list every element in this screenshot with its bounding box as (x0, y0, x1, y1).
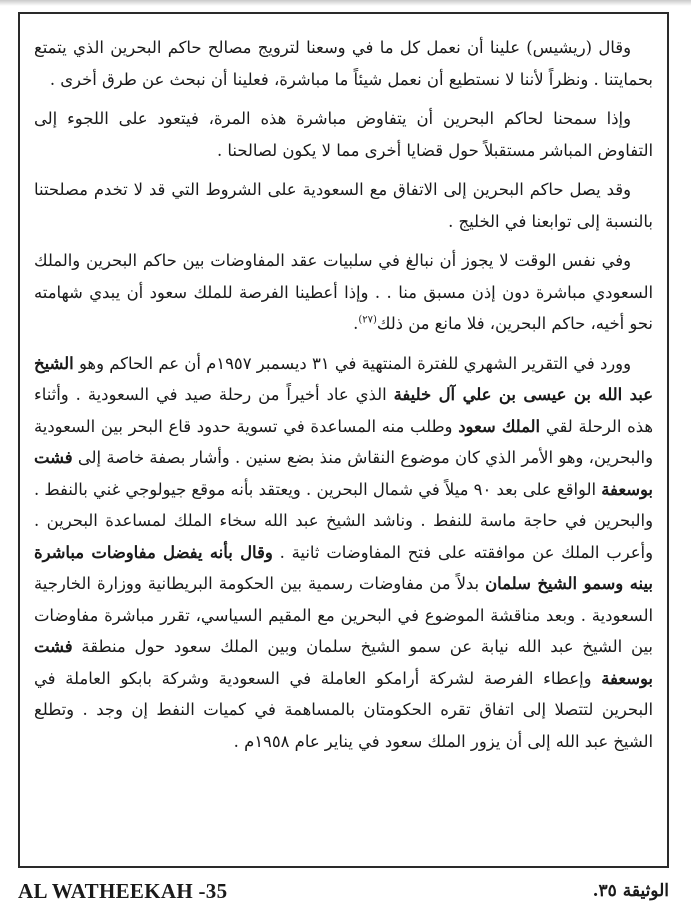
paragraph-5 (34, 348, 653, 758)
bold-phrase: فشت بوسعفة (34, 448, 653, 499)
text-run: وإذا سمحنا لحاكم البحرين أن يتفاوض مباشرة هذه المرة، فيتعود على اللجوء إلى التفاوض المباشر مستقبلاً حول قضايا أخرى مما لا يكون لصالحنا . (34, 109, 653, 160)
text-run: الواقع على بعد ٩٠ ميلاً في شمال البحرين . ويعتقد بأنه موقع جيولوجي غني بالنفط . والبحرين في حاجة ماسة للنفط . وناشد الشيخ عبد الله سخاء الملك لمساعدة البحرين . وأعرب الملك عن موافقته على فتح المفاوضات ثانية . (34, 479, 653, 562)
text-run: وورد في التقرير الشهري للفترة المنتهية في ٣١ ديسمبر ١٩٥٧م أن عم الحاكم وهو (73, 353, 631, 373)
text-run: وقال (ريشيس) علينا أن نعمل كل ما في وسعنا لترويج مصالح حاكم البحرين الذي يتمتع بحمايتنا . ونظراً لأننا لا نستطيع أن نعمل شيئاً ما مباشرة، فعلينا أن نبحث عن طرق أخرى . (34, 38, 653, 89)
text-run: وإعطاء الفرصة لشركة أرامكو العاملة في السعودية وشركة بابكو العاملة في البحرين لتتصلا إلى اتفاق تقره الحكومتان بالمساهمة في كميات النفط إن وجد . وتطلع الشيخ عبد الله إلى أن يزور الملك سعود في يناير عام ١٩٥٨م . (34, 668, 653, 751)
page-footer (18, 876, 669, 906)
text-run: . (353, 314, 359, 333)
bold-phrase: وقال بأنه يفضل مفاوضات مباشرة بينه وسمو الشيخ سلمان (34, 542, 653, 593)
paragraph-1 (34, 32, 653, 95)
footnote-ref: (٢٧) (358, 314, 377, 326)
paragraph-4 (34, 245, 653, 340)
text-run: الذي عاد أخيراً من رحلة صيد في السعودية . وأثناء هذه الرحلة لقي (34, 385, 653, 436)
text-run: بدلاً من مفاوضات رسمية بين الحكومة البريطانية ووزارة الخارجية السعودية . وبعد مناقشة الموضوع في البحرين مع المقيم السياسي، تقرر مباشرة مفاوضات بين الشيخ عبد الله نيابة عن سمو الشيخ سلمان وبين الملك سعود حول منطقة (34, 574, 653, 656)
scan-top-edge (0, 0, 691, 6)
paragraph-3 (34, 174, 653, 237)
footer-publication-en: AL WATHEEKAH -35 (18, 878, 228, 903)
bold-phrase: الشيخ عبد الله بن عيسى بن علي آل خليفة (34, 353, 653, 404)
text-run: وطلب منه المساعدة في تسوية حدود قاع البحر بين السعودية والبحرين، وهو الأمر الذي كان موضوع النقاش منذ بضع سنين . وأشار بصفة خاصة إلى (34, 416, 653, 467)
bold-phrase: الملك سعود (458, 416, 541, 436)
text-run: وقد يصل حاكم البحرين إلى الاتفاق مع السعودية على الشروط التي قد لا تخدم مصلحتنا بالنسبة إلى توابعنا في الخليج . (34, 180, 653, 231)
bold-phrase: فشت بوسعفة (34, 637, 653, 688)
text-run: وفي نفس الوقت لا يجوز أن نبالغ في سلبيات عقد المفاوضات بين حاكم البحرين والملك السعودي مباشرة دون إذن مسبق منا . . وإذا أعطينا الفرصة للملك سعود أن يبدي شهامته نحو أخيه، حاكم البحرين، فلا مانع من ذلك (34, 251, 653, 333)
document-body (34, 32, 653, 765)
footer-publication-ar: الوثيقة ٣٥. (592, 881, 669, 901)
document-frame (18, 12, 669, 868)
paragraph-2 (34, 103, 653, 166)
